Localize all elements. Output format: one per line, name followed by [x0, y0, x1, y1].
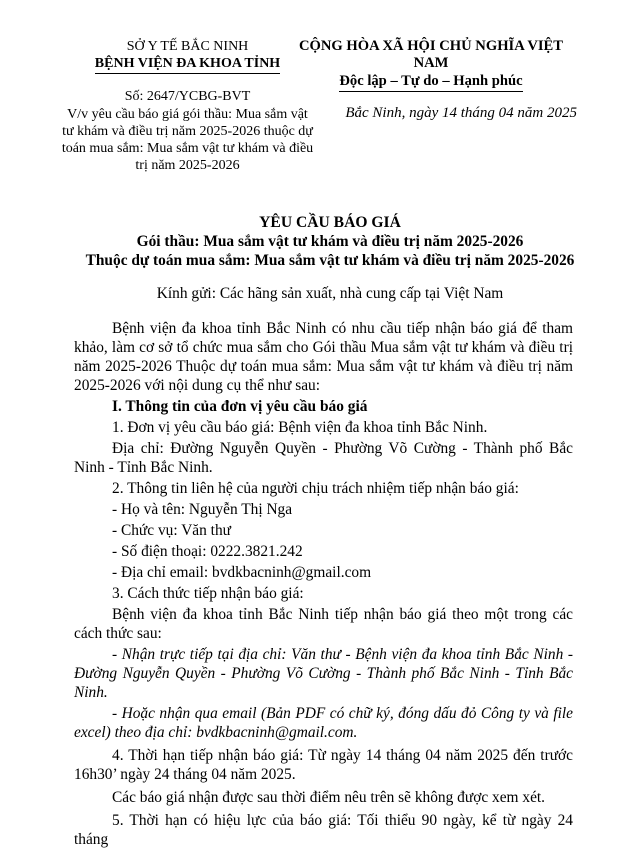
document-number: Số: 2647/YCBG-BVT [124, 89, 251, 104]
receive-intro: Bệnh viện đa khoa tỉnh Bắc Ninh tiếp nhận báo giá theo một trong các cách thức sau: [74, 606, 573, 642]
document-date: Bắc Ninh, ngày 14 tháng 04 năm 2025 [345, 105, 577, 121]
issuer-header [60, 38, 315, 174]
title-package: Gói thầu: Mua sắm vật tư khám và điều trị năm 2025-2026 [136, 233, 524, 250]
intro-paragraph: Bệnh viện đa khoa tỉnh Bắc Ninh có nhu cầu tiếp nhận báo giá để tham khảo, làm cơ sở tổ chức mua sắm cho Gói thầu Mua sắm vật tư khám và điều trị năm 2025-2026 Thuộc dự toán mua sắm: Mua sắm vật tư khám và điều trị năm 2025-2026 với nội dung cụ thể như sau: [74, 320, 573, 394]
contact-email: - Địa chỉ email: bvdkbacninh@gmail.com [112, 564, 372, 581]
contact-name: - Họ và tên: Nguyễn Thị Nga [112, 501, 293, 518]
document-body [74, 319, 573, 849]
late-note: Các báo giá nhận được sau thời điểm nêu trên sẽ không được xem xét. [112, 789, 546, 806]
item-2: 2. Thông tin liên hệ của người chịu trách nhiệm tiếp nhận báo giá: [112, 480, 519, 497]
item-4: 4. Thời hạn tiếp nhận báo giá: Từ ngày 14 tháng 04 năm 2025 đến trước 16h30’ ngày 24 tháng 04 năm 2025. [74, 747, 573, 783]
nation-name: CỘNG HÒA XÃ HỘI CHỦ NGHĨA VIỆT NAM [298, 38, 564, 71]
national-header [283, 38, 579, 122]
section-heading-1: I. Thông tin của đơn vị yêu cầu báo giá [112, 398, 368, 415]
item-1: 1. Đơn vị yêu cầu báo giá: Bệnh viện đa khoa tỉnh Bắc Ninh. [112, 419, 488, 436]
agency-name: SỞ Y TẾ BẮC NINH [126, 39, 249, 54]
item-3: 3. Cách thức tiếp nhận báo giá: [112, 585, 304, 602]
item-5: 5. Thời hạn có hiệu lực của báo giá: Tối thiểu 90 ngày, kể từ ngày 24 tháng [74, 812, 573, 848]
contact-phone: - Số điện thoại: 0222.3821.242 [112, 543, 303, 560]
document-subject: V/v yêu cầu báo giá gói thầu: Mua sắm vật tư khám và điều trị năm 2025-2026 thuộc dự toán mua sắm: Mua sắm vật tư khám và điều trị năm 2025-2026 [61, 107, 314, 173]
method-direct: - Nhận trực tiếp tại địa chỉ: Văn thư - Bệnh viện đa khoa tỉnh Bắc Ninh - Đường Nguyễn Quyền - Phường Võ Cường - Thành phố Bắc Ninh - Tỉnh Bắc Ninh. [74, 646, 573, 701]
contact-title: - Chức vụ: Văn thư [112, 522, 231, 539]
recipient-line: Kính gửi: Các hãng sản xuất, nhà cung cấp tại Việt Nam [156, 285, 504, 302]
method-email: - Hoặc nhận qua email (Bản PDF có chữ ký, đóng dấu đỏ Công ty và file excel) theo địa chỉ: bvdkbacninh@gmail.com. [74, 705, 573, 741]
title-main: YÊU CẦU BÁO GIÁ [259, 214, 401, 231]
title-budget: Thuộc dự toán mua sắm: Mua sắm vật tư khám và điều trị năm 2025-2026 [85, 252, 575, 269]
address-paragraph: Địa chỉ: Đường Nguyễn Quyền - Phường Võ Cường - Thành phố Bắc Ninh - Tỉnh Bắc Ninh. [74, 440, 573, 476]
document-title [60, 213, 600, 270]
hospital-name: BỆNH VIỆN ĐA KHOA TỈNH [95, 55, 280, 74]
national-motto: Độc lập – Tự do – Hạnh phúc [339, 73, 522, 92]
